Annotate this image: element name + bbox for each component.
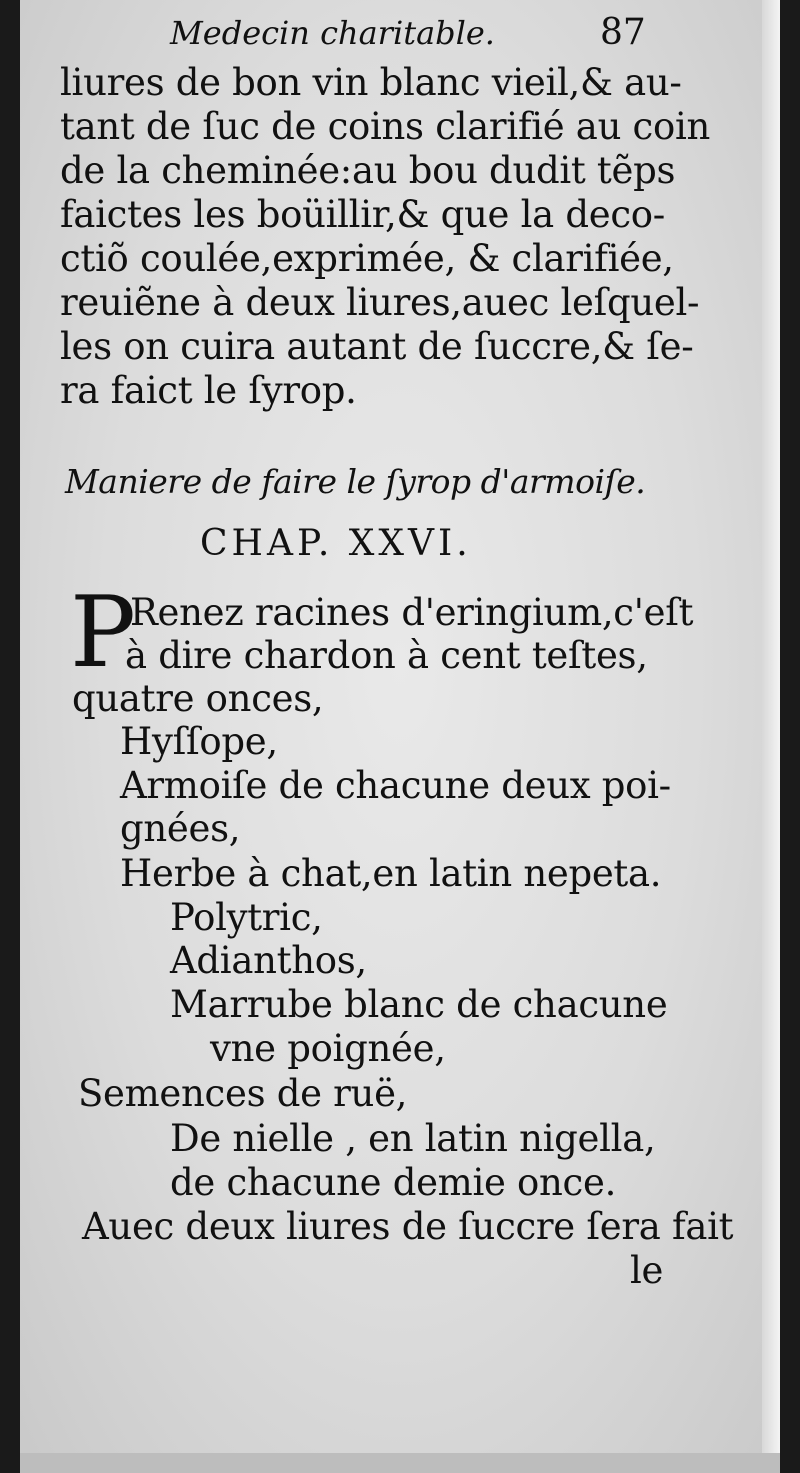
recipe-line: quatre onces, bbox=[72, 677, 324, 720]
text-line: de la cheminée:au bou dudit tẽps bbox=[60, 149, 676, 192]
recipe-line: gnées, bbox=[120, 807, 241, 850]
recipe-line: Herbe à chat,en latin nepeta. bbox=[120, 852, 662, 895]
drop-cap: P bbox=[70, 576, 136, 690]
section-title: Maniere de faire le ſyrop d'armoiſe. bbox=[65, 462, 646, 501]
page-bottom-edge bbox=[20, 1453, 780, 1473]
page-edge bbox=[762, 0, 780, 1473]
recipe-line: Armoiſe de chacune deux poi- bbox=[120, 764, 671, 807]
recipe-line: de chacune demie once. bbox=[170, 1161, 617, 1204]
recipe-line: Polytric, bbox=[170, 896, 323, 939]
running-title: Medecin charitable. bbox=[170, 14, 495, 52]
recipe-line: Auec deux liures de ſuccre ſera fait bbox=[82, 1205, 734, 1248]
book-page bbox=[20, 0, 780, 1473]
text-line: ctiõ coulée,exprimée, & clarifiée, bbox=[60, 237, 674, 280]
recipe-line: à dire chardon à cent teſtes, bbox=[125, 634, 648, 677]
recipe-line: vne poignée, bbox=[210, 1027, 446, 1070]
recipe-line: Renez racines d'eringium,c'eſt bbox=[130, 591, 694, 634]
chapter-heading: CHAP. XXVI. bbox=[200, 523, 472, 564]
recipe-line: De nielle , en latin nigella, bbox=[170, 1117, 656, 1160]
recipe-line: Marrube blanc de chacune bbox=[170, 983, 668, 1026]
text-line: tant de ſuc de coins clarifié au coin bbox=[60, 105, 711, 148]
text-line: ra faict le ſyrop. bbox=[60, 369, 357, 412]
recipe-line: Hyſſope, bbox=[120, 720, 278, 763]
catchword: le bbox=[630, 1249, 664, 1292]
text-line: reuiẽne à deux liures,auec leſquel- bbox=[60, 281, 700, 324]
text-line: liures de bon vin blanc vieil,& au- bbox=[60, 61, 682, 104]
text-line: faictes les boüillir,& que la deco- bbox=[60, 193, 665, 236]
text-line: les on cuira autant de ſuccre,& ſe- bbox=[60, 325, 694, 368]
recipe-line: Adianthos, bbox=[170, 939, 367, 982]
page-number: 87 bbox=[600, 12, 646, 53]
recipe-line: Semences de ruë, bbox=[78, 1072, 408, 1115]
